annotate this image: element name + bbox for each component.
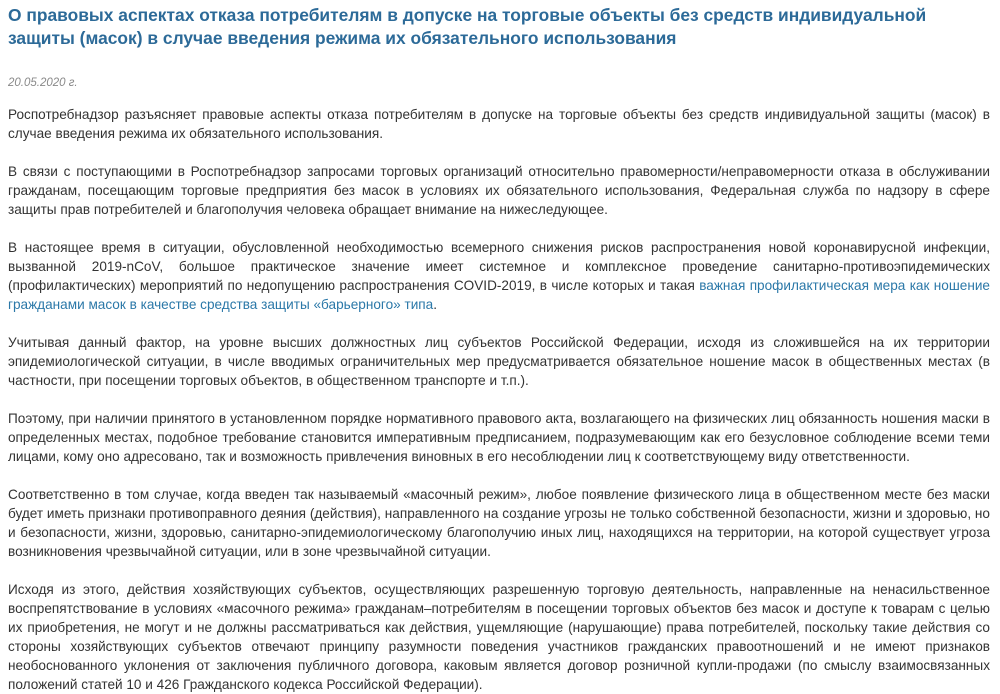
article-paragraph: Исходя из этого, действия хозяйствующих субъектов, осуществляющих разрешенную торговую деятельность, направленные на ненасильственное воспрепятствование в условиях «масочного режима» гражданам–потребителям в посещении торговых объектов без масок и доступе к товарам с целью их приобретения, не могут и не должны рассматриваться как действия, ущемляющие (нарушающие) права потребителей, поскольку такие действия со стороны хозяйствующих субъектов отвечают принципу разумности поведения участников гражданских правоотношений и не имеют признаков необоснованного уклонения от заключения публичного договора, каковым является договор розничной купли-продажи (по смыслу взаимосвязанных положений статей 10 и 426 Гражданского кодекса Российской Федерации). [8,582,990,692]
paragraph-text: . [433,297,437,312]
article-title: О правовых аспектах отказа потребителям в допуске на торговые объекты без средств индивидуальной защиты (масок) в случае введения режима их обязательного использования [8,5,927,48]
article-paragraph: Учитывая данный фактор, на уровне высших должностных лиц субъектов Российской Федерации, исходя из сложившейся на их территории эпидемиологической ситуации, в числе вводимых ограничительных мер предусматривается обязательное ношение масок в общественных местах (в частности, при посещении торговых объектов, в общественном транспорте и т.п.). [8,335,990,388]
paragraph-text: В настоящее время в ситуации, обусловленной необходимостью всемерного снижения рисков распространения новой коронавирусной инфекции, вызванной 2019-nCoV, большое практическое значение имеет системное и комплексное проведение санитарно-противоэпидемических (профилактических) мероприятий по недопущению распространения COVID-2019, в числе которых и такая [8,240,990,293]
mask-barrier-protection-link[interactable]: важная профилактическая мера как ношение гражданами масок в качестве средства защиты «барьерного» типа [8,278,990,312]
article-paragraph: Соответственно в том случае, когда введен так называемый «масочный режим», любое появление физического лица в общественном месте без маски будет иметь признаки противоправного деяния (действия), направленного на создание угрозы не только собственной безопасности, жизни и здоровью, но и безопасности, жизни, здоровью, санитарно-эпидемиологическому благополучию иных лиц, находящихся на территории, на которой существует угроза возникновения чрезвычайной ситуации, или в зоне чрезвычайной ситуации. [8,487,990,559]
article-paragraph: Роспотребнадзор разъясняет правовые аспекты отказа потребителям в допуске на торговые объекты без средств индивидуальной защиты (масок) в случае введения режима их обязательного использования. [8,107,990,141]
article-date: 20.05.2020 г. [8,77,78,89]
article [8,0,990,694]
article-paragraph: В связи с поступающими в Роспотребнадзор запросами торговых организаций относительно правомерности/неправомерности отказа в обслуживании гражданам, посещающим торговые предприятия без масок в условиях их обязательного использования, Федеральная служба по надзору в сфере защиты прав потребителей и благополучия человека обращает внимание на нижеследующее. [8,164,990,217]
article-paragraph [8,238,990,314]
article-paragraph: Поэтому, при наличии принятого в установленном порядке нормативного правового акта, возлагающего на физических лиц обязанность ношения маски в определенных местах, подобное требование становится императивным предписанием, подразумевающим как его безусловное соблюдение всеми теми лицами, кому оно адресовано, так и возможность привлечения виновных в его несоблюдении лиц к соответствующему виду ответственности. [8,411,990,464]
